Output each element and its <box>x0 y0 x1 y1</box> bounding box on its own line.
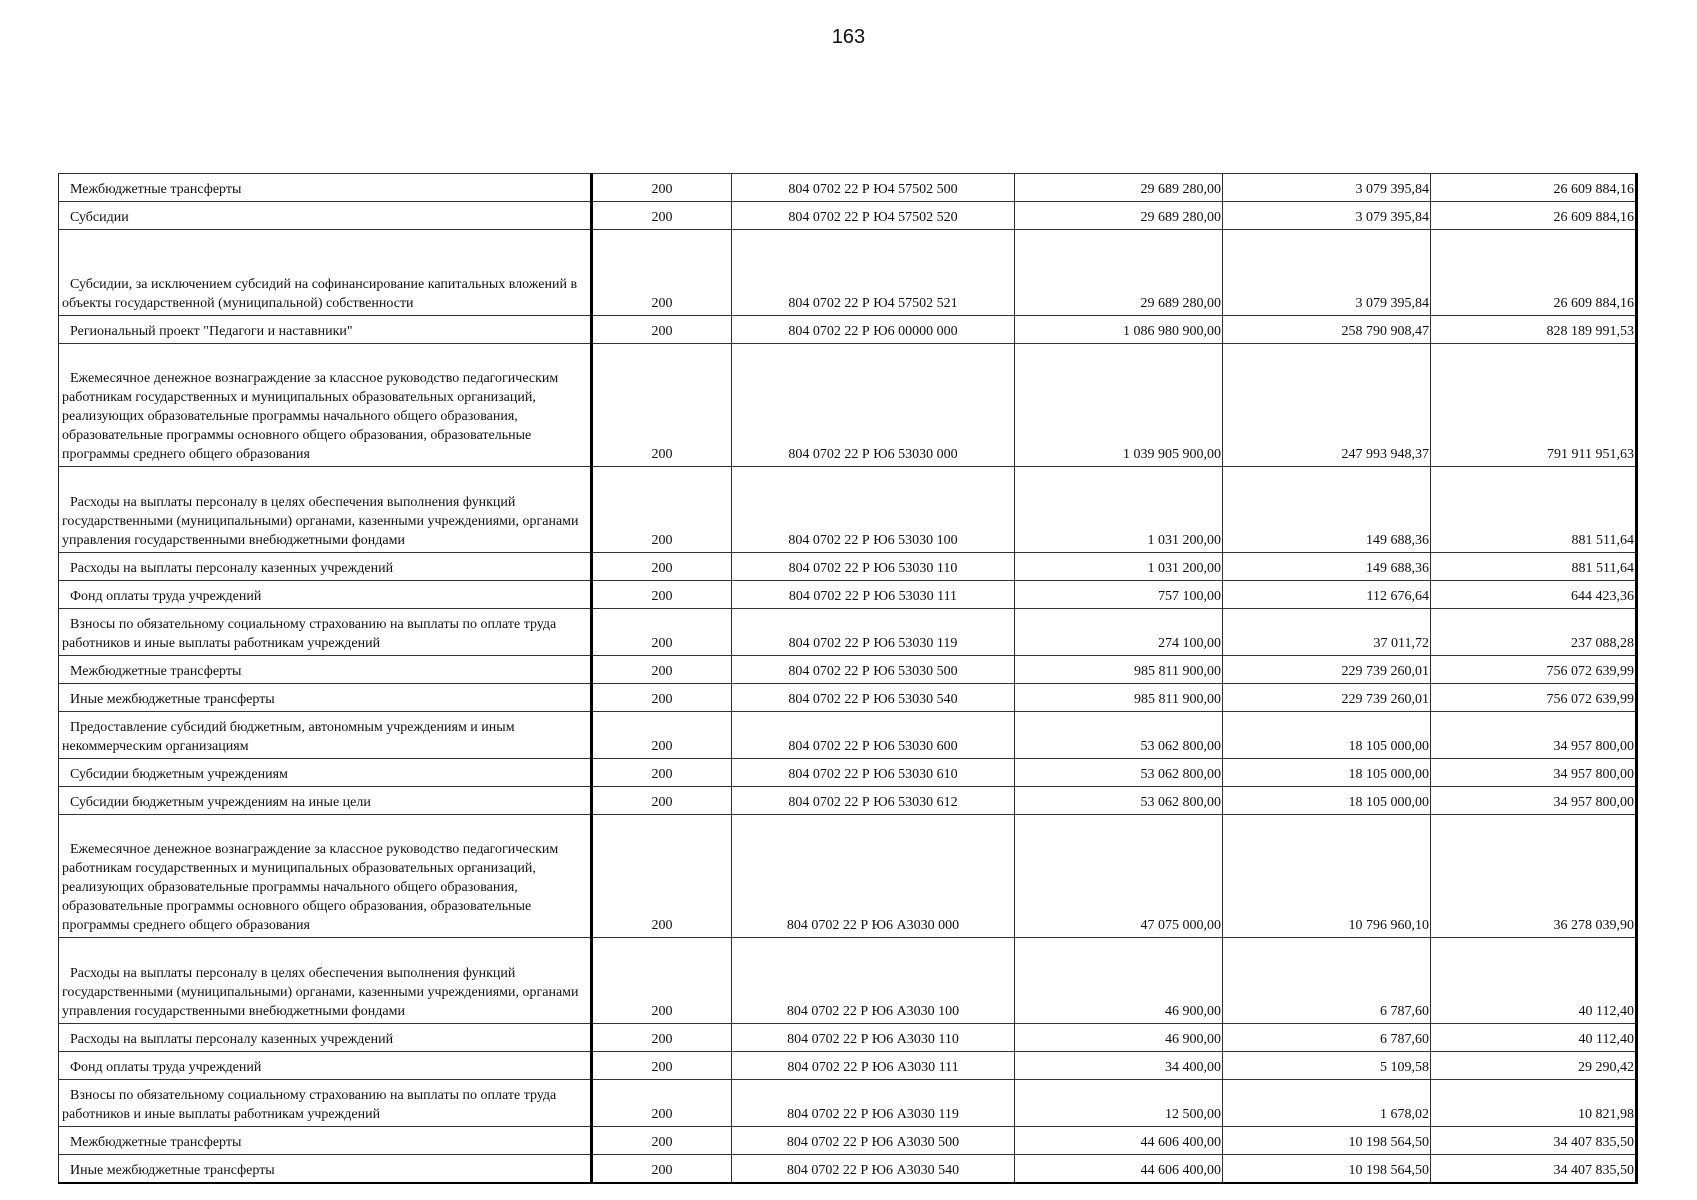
table-row <box>59 609 1637 656</box>
expense-name-cell: Расходы на выплаты персоналу казенных учреждений <box>59 1024 592 1052</box>
line-code-cell: 200 <box>592 581 732 609</box>
line-code-cell: 200 <box>592 553 732 581</box>
expense-name-cell: Ежемесячное денежное вознаграждение за классное руководство педагогическим работникам государственных и муниципальных образовательных организаций, реализующих образовательные программы начального общего образования, образовательные программы основного общего образования, образовательные программы среднего общего образования <box>59 815 592 938</box>
approved-amount-cell: 44 606 400,00 <box>1015 1155 1223 1184</box>
expense-name-cell: Межбюджетные трансферты <box>59 174 592 202</box>
table-row <box>59 344 1637 467</box>
line-code-cell: 200 <box>592 712 732 759</box>
executed-amount-cell: 18 105 000,00 <box>1223 712 1431 759</box>
table-row <box>59 938 1637 1024</box>
executed-amount-cell: 247 993 948,37 <box>1223 344 1431 467</box>
approved-amount-cell: 12 500,00 <box>1015 1080 1223 1127</box>
budget-classification-code-cell: 804 0702 22 Р Ю6 53030 000 <box>732 344 1015 467</box>
approved-amount-cell: 53 062 800,00 <box>1015 712 1223 759</box>
approved-amount-cell: 53 062 800,00 <box>1015 759 1223 787</box>
approved-amount-cell: 1 039 905 900,00 <box>1015 344 1223 467</box>
line-code-cell: 200 <box>592 467 732 553</box>
approved-amount-cell: 44 606 400,00 <box>1015 1127 1223 1155</box>
approved-amount-cell: 29 689 280,00 <box>1015 230 1223 316</box>
budget-classification-code-cell: 804 0702 22 Р Ю4 57502 521 <box>732 230 1015 316</box>
expense-name-cell: Расходы на выплаты персоналу казенных учреждений <box>59 553 592 581</box>
unexecuted-amount-cell: 29 290,42 <box>1431 1052 1637 1080</box>
budget-classification-code-cell: 804 0702 22 Р Ю6 А3030 119 <box>732 1080 1015 1127</box>
expense-name-cell: Взносы по обязательному социальному страхованию на выплаты по оплате труда работников и иные выплаты работникам учреждений <box>59 609 592 656</box>
table-row <box>59 1080 1637 1127</box>
budget-classification-code-cell: 804 0702 22 Р Ю6 53030 600 <box>732 712 1015 759</box>
executed-amount-cell: 149 688,36 <box>1223 553 1431 581</box>
executed-amount-cell: 229 739 260,01 <box>1223 684 1431 712</box>
approved-amount-cell: 46 900,00 <box>1015 938 1223 1024</box>
line-code-cell: 200 <box>592 316 732 344</box>
line-code-cell: 200 <box>592 1155 732 1184</box>
budget-classification-code-cell: 804 0702 22 Р Ю6 53030 110 <box>732 553 1015 581</box>
unexecuted-amount-cell: 34 407 835,50 <box>1431 1127 1637 1155</box>
approved-amount-cell: 29 689 280,00 <box>1015 202 1223 230</box>
budget-classification-code-cell: 804 0702 22 Р Ю6 А3030 110 <box>732 1024 1015 1052</box>
unexecuted-amount-cell: 828 189 991,53 <box>1431 316 1637 344</box>
table-row <box>59 815 1637 938</box>
table-row <box>59 202 1637 230</box>
unexecuted-amount-cell: 791 911 951,63 <box>1431 344 1637 467</box>
executed-amount-cell: 10 198 564,50 <box>1223 1155 1431 1184</box>
budget-classification-code-cell: 804 0702 22 Р Ю6 А3030 000 <box>732 815 1015 938</box>
unexecuted-amount-cell: 881 511,64 <box>1431 553 1637 581</box>
expense-name-cell: Фонд оплаты труда учреждений <box>59 1052 592 1080</box>
expense-name-cell: Межбюджетные трансферты <box>59 656 592 684</box>
budget-classification-code-cell: 804 0702 22 Р Ю4 57502 500 <box>732 174 1015 202</box>
table-row <box>59 553 1637 581</box>
unexecuted-amount-cell: 237 088,28 <box>1431 609 1637 656</box>
expense-name-cell: Региональный проект "Педагоги и наставники" <box>59 316 592 344</box>
line-code-cell: 200 <box>592 815 732 938</box>
executed-amount-cell: 3 079 395,84 <box>1223 230 1431 316</box>
expense-name-cell: Фонд оплаты труда учреждений <box>59 581 592 609</box>
line-code-cell: 200 <box>592 1024 732 1052</box>
approved-amount-cell: 1 086 980 900,00 <box>1015 316 1223 344</box>
approved-amount-cell: 34 400,00 <box>1015 1052 1223 1080</box>
line-code-cell: 200 <box>592 344 732 467</box>
expense-name-cell: Субсидии <box>59 202 592 230</box>
approved-amount-cell: 46 900,00 <box>1015 1024 1223 1052</box>
approved-amount-cell: 985 811 900,00 <box>1015 656 1223 684</box>
table-row <box>59 684 1637 712</box>
unexecuted-amount-cell: 34 407 835,50 <box>1431 1155 1637 1184</box>
budget-classification-code-cell: 804 0702 22 Р Ю6 А3030 100 <box>732 938 1015 1024</box>
line-code-cell: 200 <box>592 609 732 656</box>
budget-classification-code-cell: 804 0702 22 Р Ю6 53030 540 <box>732 684 1015 712</box>
unexecuted-amount-cell: 881 511,64 <box>1431 467 1637 553</box>
unexecuted-amount-cell: 40 112,40 <box>1431 938 1637 1024</box>
table-row <box>59 174 1637 202</box>
unexecuted-amount-cell: 34 957 800,00 <box>1431 787 1637 815</box>
line-code-cell: 200 <box>592 938 732 1024</box>
budget-classification-code-cell: 804 0702 22 Р Ю6 А3030 500 <box>732 1127 1015 1155</box>
line-code-cell: 200 <box>592 202 732 230</box>
executed-amount-cell: 5 109,58 <box>1223 1052 1431 1080</box>
unexecuted-amount-cell: 26 609 884,16 <box>1431 202 1637 230</box>
approved-amount-cell: 985 811 900,00 <box>1015 684 1223 712</box>
budget-classification-code-cell: 804 0702 22 Р Ю6 53030 119 <box>732 609 1015 656</box>
executed-amount-cell: 18 105 000,00 <box>1223 787 1431 815</box>
table-row <box>59 1052 1637 1080</box>
line-code-cell: 200 <box>592 787 732 815</box>
expense-name-cell: Предоставление субсидий бюджетным, автономным учреждениям и иным некоммерческим организациям <box>59 712 592 759</box>
unexecuted-amount-cell: 34 957 800,00 <box>1431 759 1637 787</box>
table-row <box>59 712 1637 759</box>
table-body <box>59 174 1637 1184</box>
expense-name-cell: Расходы на выплаты персоналу в целях обеспечения выполнения функций государственными (муниципальными) органами, казенными учреждениями, органами управления государственными внебюджетными фондами <box>59 938 592 1024</box>
unexecuted-amount-cell: 756 072 639,99 <box>1431 684 1637 712</box>
executed-amount-cell: 6 787,60 <box>1223 938 1431 1024</box>
unexecuted-amount-cell: 644 423,36 <box>1431 581 1637 609</box>
unexecuted-amount-cell: 26 609 884,16 <box>1431 174 1637 202</box>
table-row <box>59 1155 1637 1184</box>
budget-classification-code-cell: 804 0702 22 Р Ю6 53030 610 <box>732 759 1015 787</box>
budget-classification-code-cell: 804 0702 22 Р Ю4 57502 520 <box>732 202 1015 230</box>
expense-name-cell: Взносы по обязательному социальному страхованию на выплаты по оплате труда работников и иные выплаты работникам учреждений <box>59 1080 592 1127</box>
budget-classification-code-cell: 804 0702 22 Р Ю6 А3030 111 <box>732 1052 1015 1080</box>
line-code-cell: 200 <box>592 1127 732 1155</box>
line-code-cell: 200 <box>592 174 732 202</box>
budget-classification-code-cell: 804 0702 22 Р Ю6 53030 612 <box>732 787 1015 815</box>
executed-amount-cell: 37 011,72 <box>1223 609 1431 656</box>
budget-classification-code-cell: 804 0702 22 Р Ю6 53030 100 <box>732 467 1015 553</box>
expense-name-cell: Иные межбюджетные трансферты <box>59 684 592 712</box>
expense-name-cell: Расходы на выплаты персоналу в целях обеспечения выполнения функций государственными (муниципальными) органами, казенными учреждениями, органами управления государственными внебюджетными фондами <box>59 467 592 553</box>
expense-name-cell: Иные межбюджетные трансферты <box>59 1155 592 1184</box>
executed-amount-cell: 229 739 260,01 <box>1223 656 1431 684</box>
expense-name-cell: Субсидии бюджетным учреждениям <box>59 759 592 787</box>
executed-amount-cell: 10 198 564,50 <box>1223 1127 1431 1155</box>
executed-amount-cell: 1 678,02 <box>1223 1080 1431 1127</box>
approved-amount-cell: 757 100,00 <box>1015 581 1223 609</box>
unexecuted-amount-cell: 10 821,98 <box>1431 1080 1637 1127</box>
executed-amount-cell: 18 105 000,00 <box>1223 759 1431 787</box>
table-row <box>59 230 1637 316</box>
unexecuted-amount-cell: 26 609 884,16 <box>1431 230 1637 316</box>
executed-amount-cell: 6 787,60 <box>1223 1024 1431 1052</box>
executed-amount-cell: 112 676,64 <box>1223 581 1431 609</box>
expense-name-cell: Межбюджетные трансферты <box>59 1127 592 1155</box>
table-row <box>59 759 1637 787</box>
budget-classification-code-cell: 804 0702 22 Р Ю6 53030 500 <box>732 656 1015 684</box>
line-code-cell: 200 <box>592 1052 732 1080</box>
unexecuted-amount-cell: 34 957 800,00 <box>1431 712 1637 759</box>
line-code-cell: 200 <box>592 230 732 316</box>
line-code-cell: 200 <box>592 1080 732 1127</box>
table-row <box>59 316 1637 344</box>
table-row <box>59 1024 1637 1052</box>
expense-name-cell: Ежемесячное денежное вознаграждение за классное руководство педагогическим работникам государственных и муниципальных образовательных организаций, реализующих образовательные программы начального общего образования, образовательные программы основного общего образования, образовательные программы среднего общего образования <box>59 344 592 467</box>
table-row <box>59 787 1637 815</box>
line-code-cell: 200 <box>592 759 732 787</box>
unexecuted-amount-cell: 756 072 639,99 <box>1431 656 1637 684</box>
unexecuted-amount-cell: 40 112,40 <box>1431 1024 1637 1052</box>
executed-amount-cell: 3 079 395,84 <box>1223 174 1431 202</box>
budget-execution-table <box>58 173 1638 1184</box>
executed-amount-cell: 258 790 908,47 <box>1223 316 1431 344</box>
table-row <box>59 656 1637 684</box>
expense-name-cell: Субсидии, за исключением субсидий на софинансирование капитальных вложений в объекты государственной (муниципальной) собственности <box>59 230 592 316</box>
line-code-cell: 200 <box>592 656 732 684</box>
budget-classification-code-cell: 804 0702 22 Р Ю6 53030 111 <box>732 581 1015 609</box>
unexecuted-amount-cell: 36 278 039,90 <box>1431 815 1637 938</box>
approved-amount-cell: 53 062 800,00 <box>1015 787 1223 815</box>
executed-amount-cell: 149 688,36 <box>1223 467 1431 553</box>
page-number: 163 <box>831 26 866 48</box>
approved-amount-cell: 47 075 000,00 <box>1015 815 1223 938</box>
line-code-cell: 200 <box>592 684 732 712</box>
budget-classification-code-cell: 804 0702 22 Р Ю6 00000 000 <box>732 316 1015 344</box>
executed-amount-cell: 10 796 960,10 <box>1223 815 1431 938</box>
approved-amount-cell: 1 031 200,00 <box>1015 553 1223 581</box>
approved-amount-cell: 1 031 200,00 <box>1015 467 1223 553</box>
budget-classification-code-cell: 804 0702 22 Р Ю6 А3030 540 <box>732 1155 1015 1184</box>
table-row <box>59 467 1637 553</box>
executed-amount-cell: 3 079 395,84 <box>1223 202 1431 230</box>
table-row <box>59 1127 1637 1155</box>
table-row <box>59 581 1637 609</box>
approved-amount-cell: 29 689 280,00 <box>1015 174 1223 202</box>
approved-amount-cell: 274 100,00 <box>1015 609 1223 656</box>
expense-name-cell: Субсидии бюджетным учреждениям на иные цели <box>59 787 592 815</box>
